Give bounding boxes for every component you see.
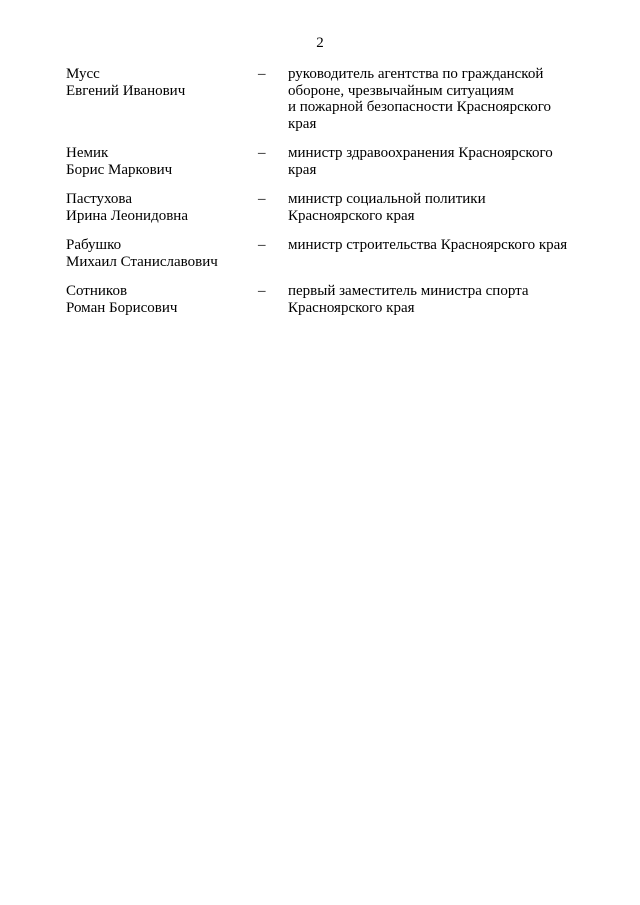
member-position [288, 145, 578, 178]
position-line: министр социальной политики [288, 191, 486, 207]
list-item [66, 237, 586, 270]
list-item [66, 66, 586, 132]
member-name [66, 237, 258, 270]
member-surname: Немик [66, 145, 109, 161]
position-line: руководитель агентства по гражданской [288, 66, 544, 82]
position-line: и пожарной безопасности Красноярского [288, 99, 552, 115]
position-line: министр здравоохранения Красноярского [288, 145, 553, 161]
page-number: 2 [316, 35, 324, 51]
member-surname: Пастухова [66, 191, 132, 207]
member-name [66, 283, 258, 316]
member-name [66, 191, 258, 224]
dash-separator: – [258, 66, 266, 82]
member-surname: Мусс [66, 66, 100, 82]
list-item [66, 191, 586, 224]
position-line: края [288, 161, 317, 178]
member-name [66, 145, 258, 178]
dash-separator: – [258, 145, 266, 161]
member-position [288, 237, 578, 254]
member-list [66, 66, 586, 329]
member-given-name: Михаил Станиславович [66, 253, 218, 270]
member-position [288, 191, 578, 224]
position-line: министр строительства Красноярского края [288, 237, 568, 253]
position-line: обороне, чрезвычайным ситуациям [288, 82, 514, 99]
member-given-name: Евгений Иванович [66, 82, 186, 99]
position-line: края [288, 115, 317, 132]
list-item [66, 145, 586, 178]
member-given-name: Борис Маркович [66, 161, 173, 178]
dash-separator: – [258, 237, 266, 253]
member-surname: Рабушко [66, 237, 122, 253]
position-line: Красноярского края [288, 207, 415, 224]
member-name [66, 66, 258, 99]
position-line: первый заместитель министра спорта [288, 283, 529, 299]
dash-separator: – [258, 283, 266, 299]
dash-separator: – [258, 191, 266, 207]
member-position [288, 283, 578, 316]
member-given-name: Роман Борисович [66, 299, 178, 316]
member-given-name: Ирина Леонидовна [66, 207, 188, 224]
position-line: Красноярского края [288, 299, 415, 316]
list-item [66, 283, 586, 316]
member-position [288, 66, 578, 132]
member-surname: Сотников [66, 283, 128, 299]
